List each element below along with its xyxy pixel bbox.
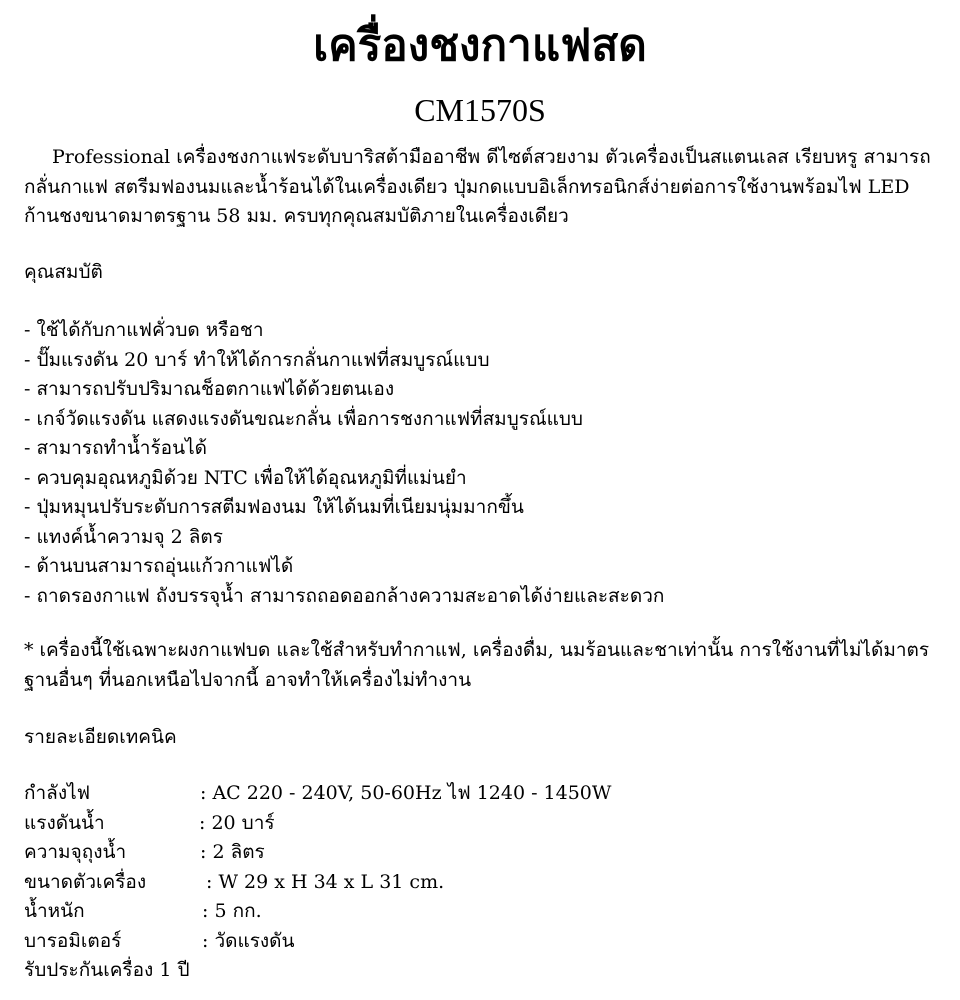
features-heading: คุณสมบัติ: [24, 261, 103, 283]
feature-item: - ปุ่มหมุนปรับระดับการสตีมฟองนม ให้ได้นมที่เนียมนุ่มมากขึ้น: [24, 496, 524, 518]
warranty-text: รับประกันเครื่อง 1 ปี: [24, 959, 190, 981]
spec-label: ความจุถุงน้ำ: [24, 841, 127, 863]
spec-row-barometer: [24, 927, 936, 957]
spec-value: : วัดแรงดัน: [202, 929, 295, 952]
specs-table: [24, 779, 936, 956]
model-number: CM1570S: [414, 92, 546, 128]
intro-text: Professional เครื่องชงกาแฟระดับบาริสต้ามืออาชีพ ดีไซต์สวยงาม ตัวเครื่องเป็นสแตนเลส เรียบหรู สามารถกลั่นกาแฟ สตรีมฟองนมและน้ำร้อนได้ในเครื่องเดียว ปุ่มกดแบบอิเล็กทรอนิกส์ง่ายต่อการใช้งานพร้อมไฟ LED ก้านชงขนาดมาตรฐาน 58 มม. ครบทุกคุณสมบัติภายในเครื่องเดียว: [24, 146, 931, 227]
spec-value: : 2 ลิตร: [200, 841, 265, 863]
spec-value: : W 29 x H 34 x L 31 cm.: [206, 870, 445, 893]
usage-note: * เครื่องนี้ใช้เฉพาะผงกาแฟบด และใช้สำหรับทำกาแฟ, เครื่องดื่ม, นมร้อนและชาเท่านั้น การใช้งานที่ไม่ได้มาตรฐานอื่นๆ ที่นอกเหนือไปจากนี้ อาจทำให้เครื่องไม่ทำงาน: [24, 639, 930, 691]
product-title: เครื่องชงกาแฟสด: [313, 20, 647, 71]
feature-item: - สามารถปรับปริมาณช็อตกาแฟได้ด้วยตนเอง: [24, 378, 395, 400]
spec-row-power: [24, 779, 936, 809]
feature-item: - ปั๊มแรงดัน 20 บาร์ ทำให้ได้การกลั่นกาแฟที่สมบูรณ์แบบ: [24, 348, 490, 371]
feature-item: - สามารถทำน้ำร้อนได้: [24, 437, 207, 459]
spec-label: กำลังไฟ: [24, 782, 91, 804]
spec-row-weight: [24, 897, 936, 927]
feature-item: - แทงค์น้ำความจุ 2 ลิตร: [24, 525, 223, 548]
spec-label: แรงดันน้ำ: [24, 811, 105, 834]
spec-row-pressure: [24, 809, 936, 839]
intro-paragraph: [24, 143, 936, 232]
feature-item: - ถาดรองกาแฟ ถังบรรจุน้ำ สามารถถอดออกล้างความสะอาดได้ง่ายและสะดวก: [24, 584, 665, 607]
spec-row-dimensions: [24, 868, 936, 898]
feature-item: - เกจ์วัดแรงดัน แสดงแรงดันขณะกลั่น เพื่อการชงกาแฟที่สมบูรณ์แบบ: [24, 407, 583, 430]
feature-item: - ด้านบนสามารถอุ่นแก้วกาแฟได้: [24, 555, 294, 577]
spec-label: ขนาดตัวเครื่อง: [24, 870, 147, 893]
spec-row-capacity: [24, 838, 936, 868]
feature-item: - ควบคุมอุณหภูมิด้วย NTC เพื่อให้ได้อุณหภูมิที่แม่นยำ: [24, 466, 467, 489]
spec-value: : 5 กก.: [202, 900, 262, 922]
spec-value: : AC 220 - 240V, 50-60Hz ไฟ 1240 - 1450W: [200, 782, 612, 804]
specs-heading: รายละเอียดเทคนิค: [24, 726, 177, 748]
spec-label: น้ำหนัก: [24, 900, 85, 922]
feature-item: - ใช้ได้กับกาแฟคั่วบด หรือชา: [24, 319, 264, 341]
spec-value: : 20 บาร์: [199, 811, 275, 834]
features-list: [24, 316, 936, 611]
spec-label: บารอมิเตอร์: [24, 929, 122, 952]
